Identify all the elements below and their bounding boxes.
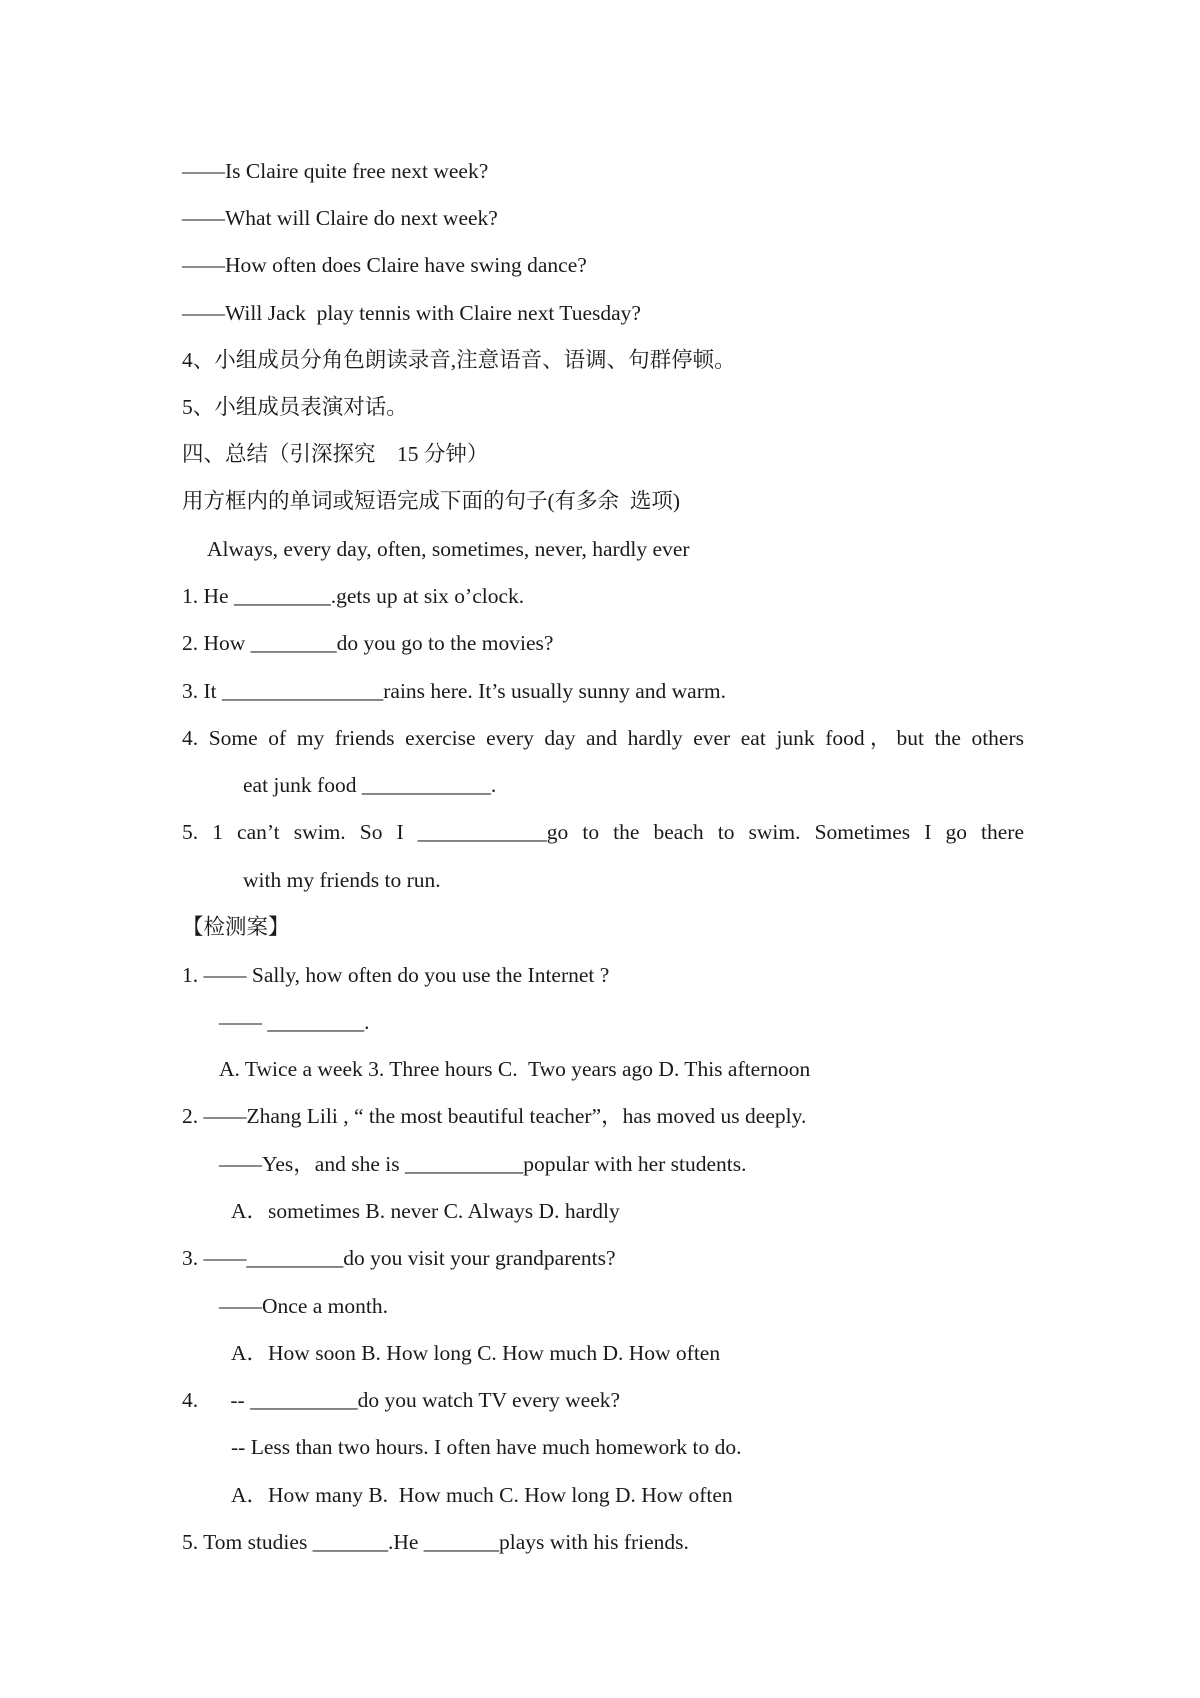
test-q1-answer: —— _________. — [219, 1010, 370, 1034]
test-q3-options: A．How soon B. How long C. How much D. How often — [231, 1341, 721, 1365]
question-line-3: ——How often does Claire have swing dance? — [182, 253, 587, 277]
test-q1-options: A. Twice a week 3. Three hours C. Two years ago D. This afternoon — [219, 1057, 811, 1081]
test-q3-reply: ——Once a month. — [219, 1294, 388, 1318]
question-line-2: ——What will Claire do next week? — [182, 206, 498, 230]
test-q2-options: A．sometimes B. never C. Always D. hardly — [231, 1199, 620, 1223]
test-q2-reply: ——Yes，and she is ___________popular with her students. — [219, 1152, 747, 1176]
fill-blank-1: 1. He _________.gets up at six o’clock. — [182, 584, 525, 608]
test-q4-options: A．How many B. How much C. How long D. How often — [231, 1483, 733, 1507]
test-q5: 5. Tom studies _______.He _______plays with his friends. — [182, 1530, 689, 1554]
test-q2: 2. ——Zhang Lili , “ the most beautiful teacher”，has moved us deeply. — [182, 1104, 807, 1128]
test-q4-reply: -- Less than two hours. I often have much homework to do. — [231, 1435, 742, 1459]
test-section-heading: 【检测案】 — [182, 915, 290, 939]
test-q3: 3. ——_________do you visit your grandparents? — [182, 1246, 616, 1270]
fill-blank-2: 2. How ________do you go to the movies? — [182, 631, 554, 655]
section-heading: 四、总结（引深探究 15 分钟） — [182, 442, 489, 466]
fill-blank-5-cont: with my friends to run. — [243, 868, 441, 892]
test-q4: 4. -- __________do you watch TV every week? — [182, 1388, 621, 1412]
word-box: Always, every day, often, sometimes, never, hardly ever — [207, 537, 690, 561]
question-line-1: ——Is Claire quite free next week? — [182, 159, 489, 183]
fill-blank-5: 5. 1 can’t swim. So I ____________go to the beach to swim. Sometimes I go there — [182, 820, 1024, 844]
fill-blank-3: 3. It _______________rains here. It’s usually sunny and warm. — [182, 679, 726, 703]
instruction-4: 4、小组成员分角色朗读录音,注意语音、语调、句群停顿。 — [182, 348, 736, 372]
fill-blank-4-cont: eat junk food ____________. — [243, 773, 497, 797]
instruction-5: 5、小组成员表演对话。 — [182, 395, 408, 419]
question-line-4: ——Will Jack play tennis with Claire next Tuesday? — [182, 301, 641, 325]
test-q1: 1. —— Sally, how often do you use the Internet ? — [182, 963, 610, 987]
exercise-instruction: 用方框内的单词或短语完成下面的句子(有多余 选项) — [182, 489, 681, 513]
fill-blank-4: 4. Some of my friends exercise every day and hardly ever eat junk food，but the others — [182, 726, 1024, 750]
